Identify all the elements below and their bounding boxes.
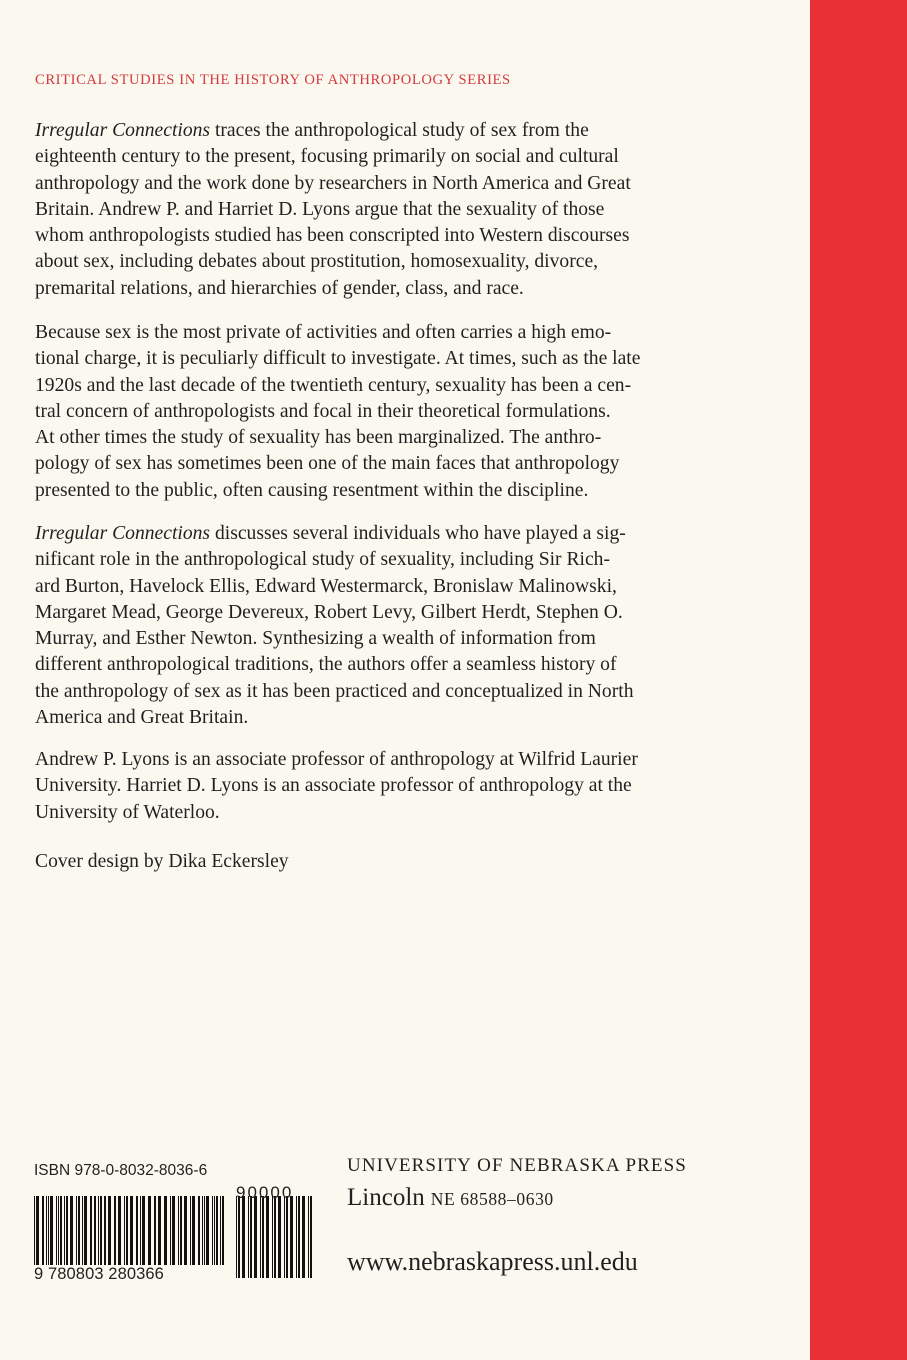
barcode-bar [272, 1196, 273, 1278]
barcode-bar [170, 1196, 171, 1266]
barcode-bar [98, 1196, 99, 1266]
barcode-bar [250, 1196, 252, 1278]
price-addon-barcode [236, 1196, 316, 1278]
barcode-bar [298, 1196, 300, 1278]
paragraph-line: University of Waterloo. [35, 801, 220, 823]
barcode-bar [192, 1196, 195, 1266]
barcode-bar [94, 1196, 96, 1266]
barcode-bar [36, 1196, 39, 1266]
barcode-bar [202, 1196, 203, 1266]
barcode-bar [58, 1196, 59, 1266]
description-paragraph-3 [35, 521, 775, 731]
barcode-bar [118, 1196, 121, 1266]
barcode-bar [84, 1196, 87, 1266]
paragraph-line: Britain. Andrew P. and Harriet D. Lyons argue that the sexuality of those [35, 198, 605, 220]
barcode-bar [308, 1196, 309, 1278]
barcode-bar [142, 1196, 145, 1266]
paragraph-line: eighteenth century to the present, focusing primarily on social and cultural [35, 146, 619, 168]
barcode-bar [148, 1196, 151, 1266]
paragraph-line: premarital relations, and hierarchies of gender, class, and race. [35, 277, 524, 299]
barcode-bar [222, 1196, 224, 1266]
paragraph-line: pology of sex has sometimes been one of the main faces that anthropology [35, 453, 620, 475]
barcode-bar [108, 1196, 111, 1266]
barcode-bar [100, 1196, 102, 1266]
barcode-bar [296, 1196, 297, 1278]
barcode-bar [164, 1196, 167, 1266]
barcode-bar [216, 1196, 218, 1266]
line-text: traces the anthropological study of sex from the [210, 120, 589, 141]
barcode-bar [266, 1196, 269, 1278]
barcode-bar [190, 1196, 191, 1266]
addon-digits: 90000 [236, 1183, 294, 1202]
barcode-bar [78, 1196, 80, 1266]
barcode-bar [126, 1196, 128, 1266]
cover-credit: Cover design by Dika Eckersley [35, 851, 289, 872]
paragraph-line: presented to the public, often causing resentment within the discipline. [35, 479, 589, 501]
barcode-bar [82, 1196, 83, 1266]
paragraph-line: the anthropology of sex as it has been practiced and conceptualized in North [35, 680, 634, 702]
barcode-bar [260, 1196, 261, 1278]
barcode-bar [90, 1196, 92, 1266]
barcode-digits: 9 780803 280366 [34, 1265, 226, 1284]
barcode-bar [290, 1196, 293, 1278]
book-title-italic: Irregular Connections [35, 120, 211, 141]
paragraph-line: Margaret Mead, George Devereux, Robert Levy, Gilbert Herdt, Stephen O. [35, 601, 623, 623]
barcode-bar [212, 1196, 213, 1266]
barcode-bar [184, 1196, 187, 1266]
barcode-bar [50, 1196, 53, 1266]
barcode-bar [220, 1196, 221, 1266]
barcode-bar [140, 1196, 141, 1266]
publisher-address [347, 1184, 554, 1212]
barcode-bar [242, 1196, 245, 1278]
barcode-bar [238, 1196, 240, 1278]
barcode-bar [180, 1196, 182, 1266]
barcode-bar [130, 1196, 133, 1266]
paragraph-line: about sex, including debates about prostitution, homosexuality, divorce, [35, 251, 599, 273]
publisher-name: UNIVERSITY OF NEBRASKA PRESS [347, 1155, 687, 1176]
publisher-website[interactable]: www.nebraskapress.unl.edu [347, 1247, 638, 1276]
barcode-bar [60, 1196, 62, 1266]
line-text: discusses several individuals who have played a sig- [210, 523, 626, 544]
barcode-bar [284, 1196, 285, 1278]
paragraph-line: tional charge, it is peculiarly difficult to investigate. At times, such as the late [35, 348, 641, 370]
paragraph-line: America and Great Britain. [35, 707, 249, 729]
barcode-bar [124, 1196, 125, 1266]
book-title-italic: Irregular Connections [35, 523, 211, 544]
barcode-bar [70, 1196, 73, 1266]
barcode-bar [310, 1196, 312, 1278]
barcode-bar [154, 1196, 156, 1266]
barcode-bar [206, 1196, 209, 1266]
paragraph-line: different anthropological traditions, the authors offer a seamless history of [35, 654, 617, 676]
barcode-bar [248, 1196, 249, 1278]
paragraph-line: At other times the study of sexuality has been marginalized. The anthro- [35, 427, 602, 449]
barcode-bar [158, 1196, 161, 1266]
paragraph-line: Because sex is the most private of activities and often carries a high emo- [35, 322, 612, 343]
barcode-bar [56, 1196, 57, 1266]
paragraph-line: tral concern of anthropologists and focal in their theoretical formulations. [35, 400, 611, 422]
barcode-bar [254, 1196, 257, 1278]
paragraph-line: Murray, and Esther Newton. Synthesizing a wealth of information from [35, 628, 596, 650]
barcode-bar [262, 1196, 264, 1278]
barcode-bar [34, 1196, 35, 1266]
paragraph-line: Andrew P. Lyons is an associate professor of anthropology at Wilfrid Laurier [35, 749, 638, 770]
barcode-bar [64, 1196, 65, 1266]
barcode-bar [104, 1196, 106, 1266]
barcode-bar [46, 1196, 47, 1266]
barcode-bar [178, 1196, 179, 1266]
publisher-city: Lincoln [347, 1184, 425, 1211]
spine-color-band [810, 0, 907, 1360]
paragraph-line: whom anthropologists studied has been conscripted into Western discourses [35, 225, 630, 247]
barcode-bar [66, 1196, 68, 1266]
series-title: CRITICAL STUDIES IN THE HISTORY OF ANTHROPOLOGY SERIES [35, 72, 511, 88]
barcode-bar [114, 1196, 116, 1266]
publisher-postal: NE 68588–0630 [430, 1189, 554, 1209]
barcode-bar [42, 1196, 44, 1266]
barcode-bar [76, 1196, 77, 1266]
paragraph-line: 1920s and the last decade of the twentieth century, sexuality has been a cen- [35, 374, 632, 396]
description-paragraph-1 [35, 118, 775, 302]
paragraph-line [35, 118, 775, 144]
paragraph-line: anthropology and the work done by researchers in North America and Great [35, 172, 631, 194]
barcode-bar [48, 1196, 49, 1266]
description-paragraph-2 [35, 320, 775, 504]
barcode-bar [286, 1196, 288, 1278]
barcode-bar [172, 1196, 175, 1266]
barcode-bar [302, 1196, 305, 1278]
barcode-bar [198, 1196, 200, 1266]
isbn-barcode [34, 1196, 224, 1266]
barcode-bar [136, 1196, 138, 1266]
barcode-bar [236, 1196, 237, 1278]
author-bio [35, 747, 775, 826]
isbn-label: ISBN 978-0-8032-8036-6 [34, 1162, 208, 1179]
barcode-bar [214, 1196, 215, 1266]
paragraph-line: University. Harriet D. Lyons is an associate professor of anthropology at the [35, 775, 632, 797]
paragraph-line: nificant role in the anthropological study of sexuality, including Sir Rich- [35, 549, 610, 571]
barcode-bar [204, 1196, 205, 1266]
paragraph-line [35, 521, 775, 547]
paragraph-line: ard Burton, Havelock Ellis, Edward Westermarck, Bronislaw Malinowski, [35, 575, 617, 597]
barcode-bar [274, 1196, 276, 1278]
barcode-bar [278, 1196, 281, 1278]
